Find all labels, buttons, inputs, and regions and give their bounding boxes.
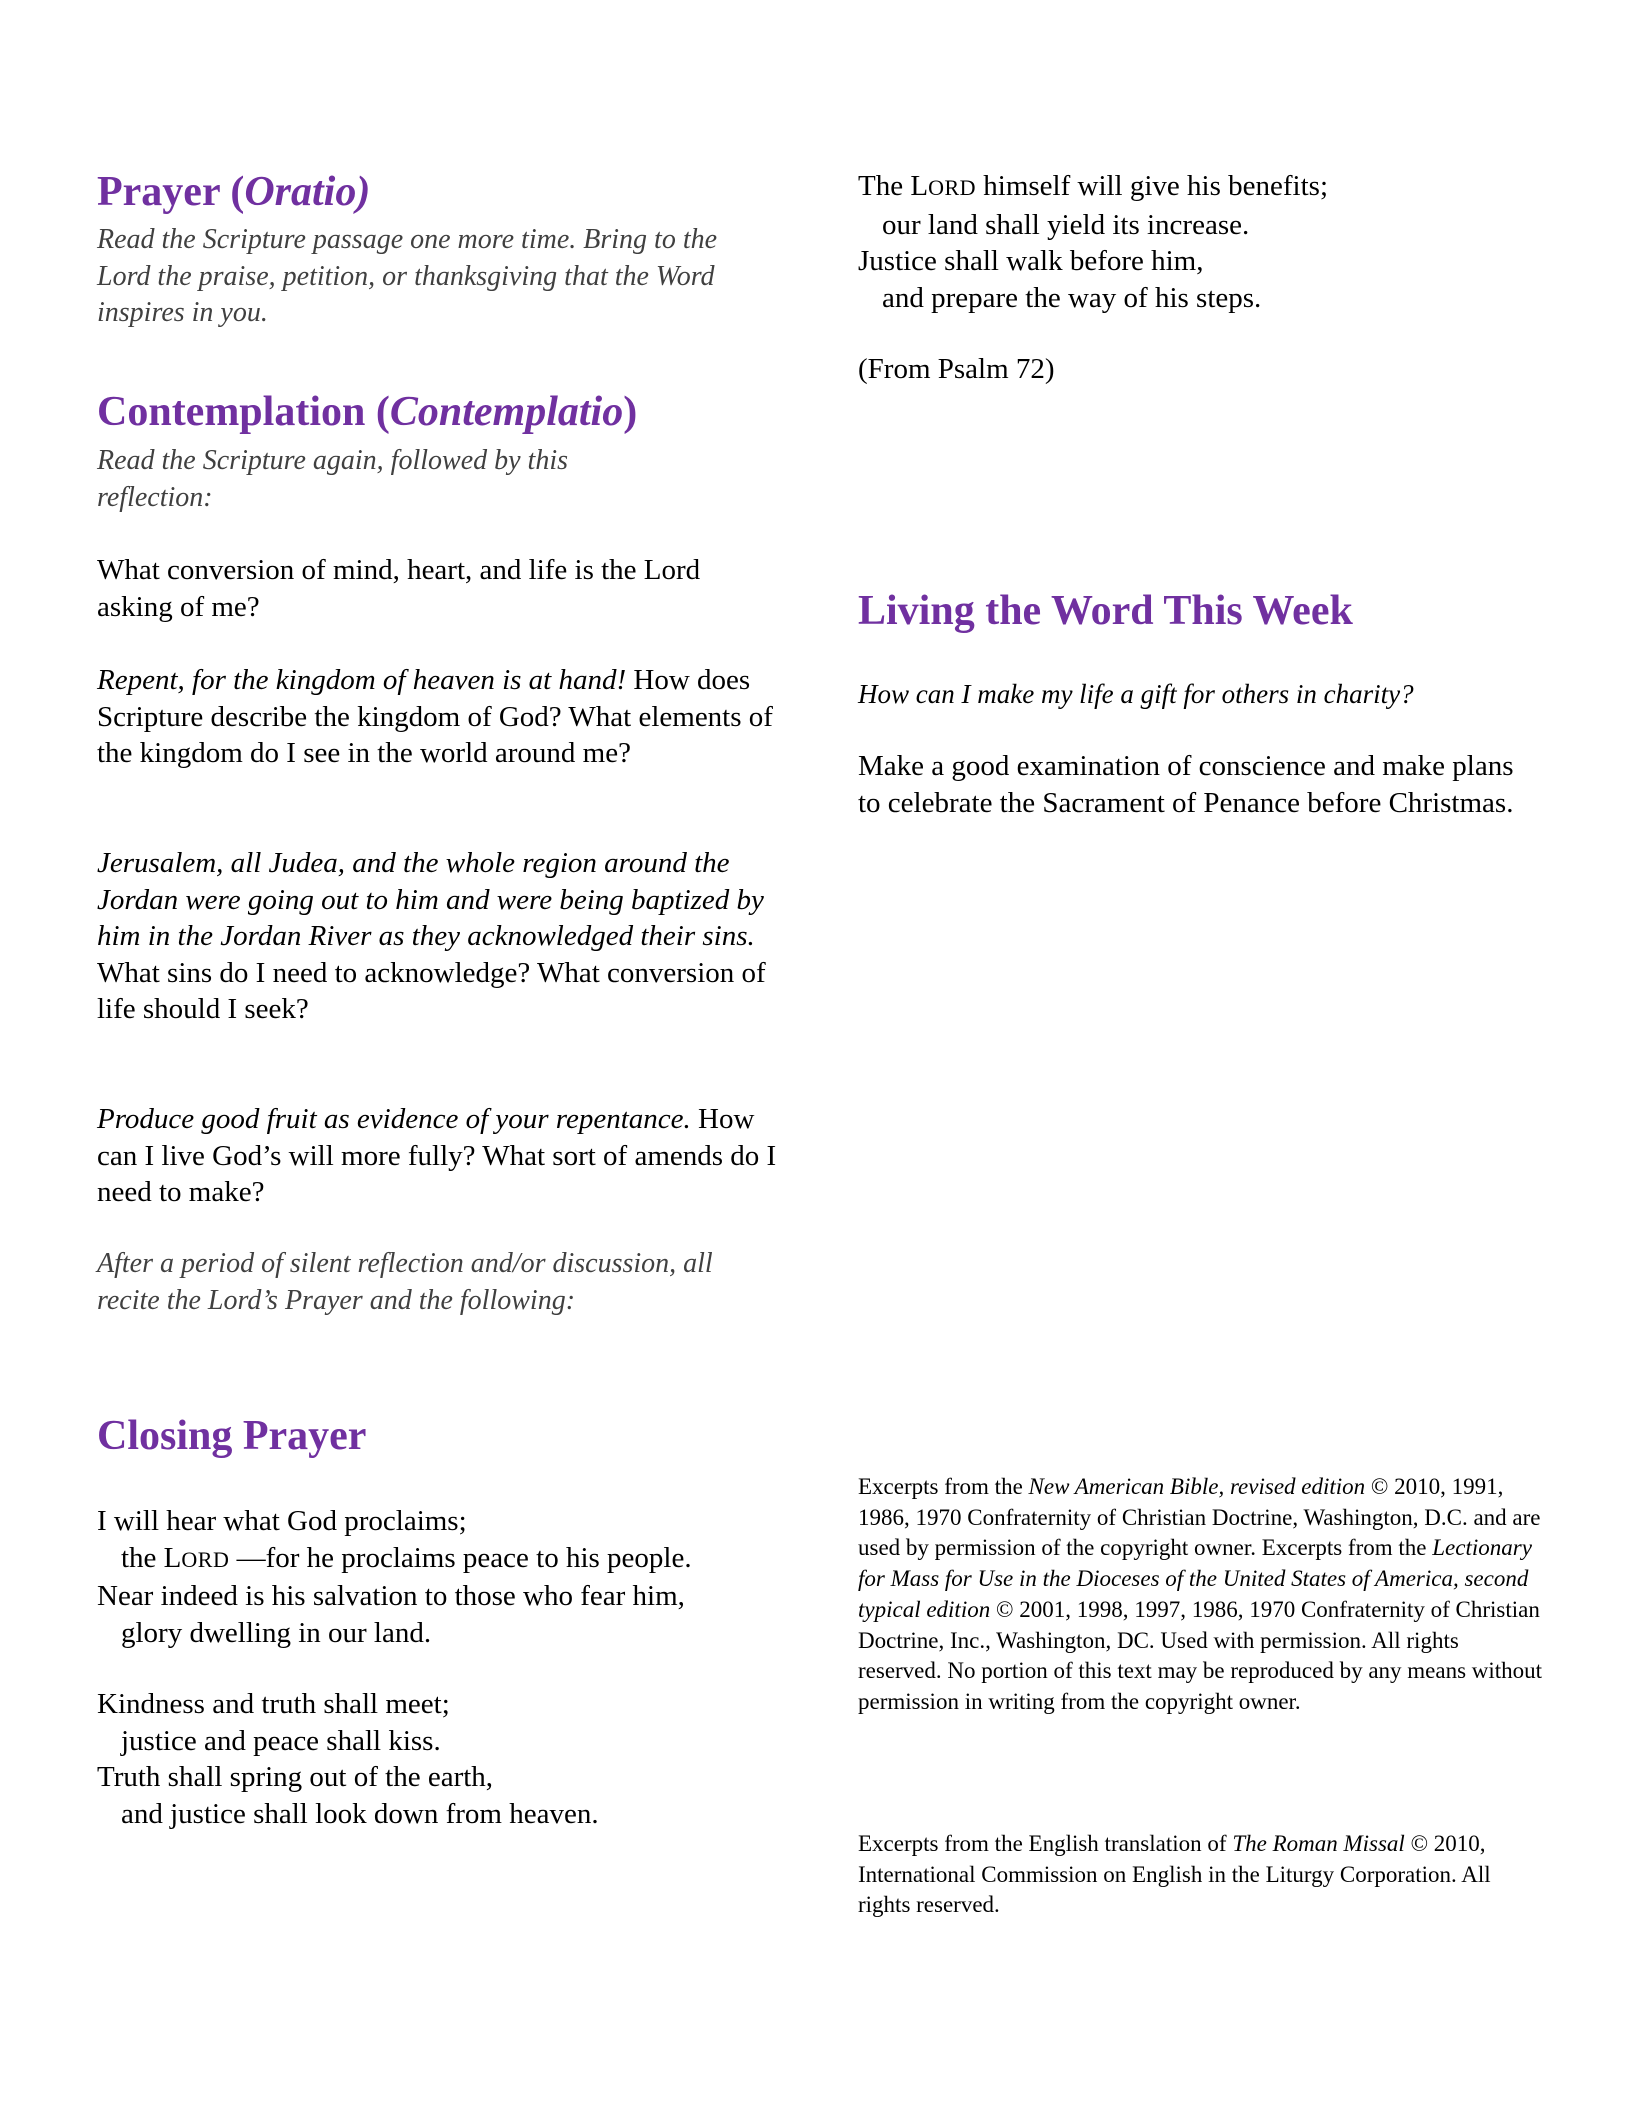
verse-line: and prepare the way of his steps. [882, 281, 1262, 314]
reflection-text: What sins do I need to acknowledge? What conversion of life should I seek? [97, 956, 766, 1025]
reflection-text: How can I live God’s will more fully? What sort of amends do I need to make? [97, 1103, 777, 1208]
prayer-heading-latin: Oratio) [244, 169, 371, 215]
copyright-text: Excerpts from the [858, 1474, 1029, 1499]
verse-line: glory dwelling in our land. [121, 1616, 432, 1649]
scripture-quote: Repent, for the kingdom of heaven is at hand! [97, 664, 627, 696]
prayer-heading [97, 168, 370, 216]
contemplation-heading-text: Contemplation ( [97, 389, 390, 435]
contemplation-heading-latin: Contemplatio [389, 389, 624, 435]
small-caps-lord: ORD [181, 1546, 230, 1572]
reflection-text: How does Scripture describe the kingdom of God? What elements of the kingdom do I see in the world around me? [97, 664, 773, 769]
scripture-quote: Jerusalem, all Judea, and the whole region around the Jordan were going out to him and were being baptized by him in the Jordan River as they acknowledged their sins. [97, 847, 764, 952]
verse-text: —for he proclaims peace to his people. [229, 1541, 692, 1574]
copyright-title: The Roman Missal [1232, 1831, 1405, 1856]
verse-text: himself will give his benefits; [976, 170, 1328, 202]
copyright-text: © 2010, 1991, 1986, 1970 Confraternity of Christian Doctrine, Washington, D.C. and are used by permission of the copyright owner. Excerpts from the [858, 1474, 1541, 1561]
verse-line: Near indeed is his salvation to those who fear him, [97, 1580, 685, 1612]
verse-line: Kindness and truth shall meet; [97, 1688, 450, 1720]
copyright-text: Excerpts from the English translation of [858, 1831, 1233, 1856]
verse-line [858, 168, 1538, 207]
copyright-notice-missal [858, 1829, 1548, 1921]
copyright-text: © 2001, 1998, 1997, 1986, 1970 Confraternity of Christian Doctrine, Inc., Washington, DC. Used with permission. All rights reserved. No portion of this text may be reproduced by any means without permission in writing from the copyright owner. [858, 1596, 1543, 1714]
contemplation-heading [97, 388, 637, 436]
verse-line: and justice shall look down from heaven. [121, 1797, 599, 1830]
small-caps-lord: ORD [928, 175, 977, 200]
verse-line: our land shall yield its increase. [882, 208, 1250, 241]
verse-text: the L [121, 1541, 182, 1574]
copyright-text: © 2010, International Commission on English in the Liturgy Corporation. All rights reserved. [858, 1831, 1491, 1918]
verse-text: The L [858, 170, 929, 202]
verse-line: I will hear what God proclaims; [97, 1505, 467, 1537]
reflection-question-4 [97, 1101, 777, 1211]
contemplation-instruction: Read the Scripture again, followed by this reflection: [97, 445, 569, 513]
copyright-title: Lectionary for Mass for Use in the Dioceses of the United States of America, second typical edition [858, 1535, 1532, 1622]
contemplation-heading-close: ) [623, 389, 638, 435]
closing-prayer-heading: Closing Prayer [97, 1413, 367, 1459]
living-the-word-heading: Living the Word This Week [858, 588, 1353, 634]
psalm-citation: (From Psalm 72) [858, 353, 1055, 385]
living-the-word-question: How can I make my life a gift for others in charity? [858, 679, 1414, 709]
prayer-heading-text: Prayer ( [97, 169, 245, 215]
scripture-quote: Produce good fruit as evidence of your repentance. [97, 1103, 691, 1135]
closing-instruction: After a period of silent reflection and/or discussion, all recite the Lord’s Prayer and the following: [97, 1248, 713, 1316]
copyright-title: New American Bible, revised edition [1028, 1474, 1366, 1499]
verse-line [97, 1540, 777, 1579]
verse-line: Truth shall spring out of the earth, [97, 1761, 494, 1793]
reflection-question-1: What conversion of mind, heart, and life is the Lord asking of me? [97, 554, 701, 623]
copyright-notice-bible [858, 1472, 1548, 1718]
living-the-word-action: Make a good examination of conscience and make plans to celebrate the Sacrament of Penance before Christmas. [858, 750, 1514, 819]
verse-line: justice and peace shall kiss. [121, 1724, 441, 1757]
reflection-question-3 [97, 845, 777, 1028]
psalm-continuation [858, 168, 1538, 316]
closing-prayer-stanza-2 [97, 1686, 777, 1832]
closing-prayer-stanza-1 [97, 1503, 777, 1651]
reflection-question-2 [97, 662, 777, 772]
verse-line: Justice shall walk before him, [858, 245, 1204, 277]
prayer-instruction: Read the Scripture passage one more time. Bring to the Lord the praise, petition, or thanksgiving that the Word inspires in you. [97, 224, 718, 328]
